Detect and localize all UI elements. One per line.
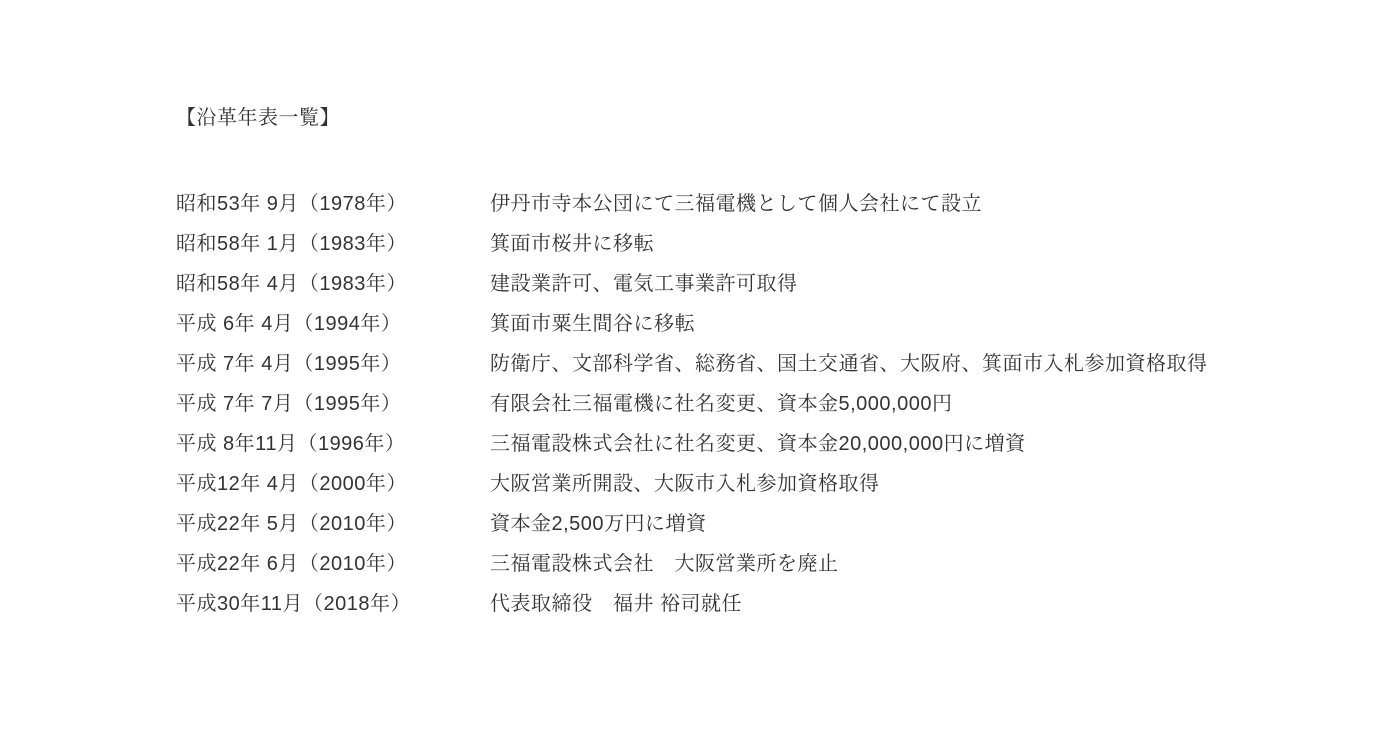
timeline-row	[176, 301, 1208, 341]
timeline-list	[176, 181, 1208, 621]
page-title: 【沿革年表一覧】	[176, 107, 340, 129]
timeline-date: 平成 8年11月（1996年）	[176, 432, 406, 455]
timeline-row	[176, 341, 1208, 381]
timeline-row	[176, 221, 1208, 261]
timeline-row	[176, 581, 1208, 621]
timeline-event: 建設業許可、電気工事業許可取得	[490, 272, 798, 295]
timeline-event: 大阪営業所開設、大阪市入札参加資格取得	[490, 472, 880, 495]
timeline-date: 昭和53年 9月（1978年）	[176, 192, 407, 215]
timeline-date: 昭和58年 1月（1983年）	[176, 232, 407, 255]
timeline-row	[176, 541, 1208, 581]
timeline-row	[176, 181, 1208, 221]
timeline-row	[176, 261, 1208, 301]
timeline-event: 箕面市桜井に移転	[490, 232, 654, 255]
timeline-event: 三福電設株式会社に社名変更、資本金20,000,000円に増資	[490, 432, 1026, 455]
timeline-date: 平成22年 6月（2010年）	[176, 552, 407, 575]
timeline-date: 平成 7年 7月（1995年）	[176, 392, 402, 415]
timeline-event: 伊丹市寺本公団にて三福電機として個人会社にて設立	[490, 192, 982, 215]
timeline-event: 代表取締役 福井 裕司就任	[490, 592, 743, 615]
timeline-date: 昭和58年 4月（1983年）	[176, 272, 407, 295]
timeline-date: 平成12年 4月（2000年）	[176, 472, 407, 495]
timeline-row	[176, 501, 1208, 541]
timeline-event: 資本金2,500万円に増資	[490, 512, 707, 535]
timeline-date: 平成 7年 4月（1995年）	[176, 352, 402, 375]
timeline-row	[176, 461, 1208, 501]
timeline-date: 平成 6年 4月（1994年）	[176, 312, 402, 335]
timeline-row	[176, 381, 1208, 421]
timeline-date: 平成22年 5月（2010年）	[176, 512, 407, 535]
timeline-event: 防衛庁、文部科学省、総務省、国土交通省、大阪府、箕面市入札参加資格取得	[490, 352, 1208, 375]
timeline-date: 平成30年11月（2018年）	[176, 592, 411, 615]
company-history-page	[176, 104, 1208, 621]
timeline-event: 三福電設株式会社 大阪営業所を廃止	[490, 552, 839, 575]
timeline-event: 箕面市粟生間谷に移転	[490, 312, 695, 335]
timeline-event: 有限会社三福電機に社名変更、資本金5,000,000円	[490, 392, 953, 415]
timeline-row	[176, 421, 1208, 461]
